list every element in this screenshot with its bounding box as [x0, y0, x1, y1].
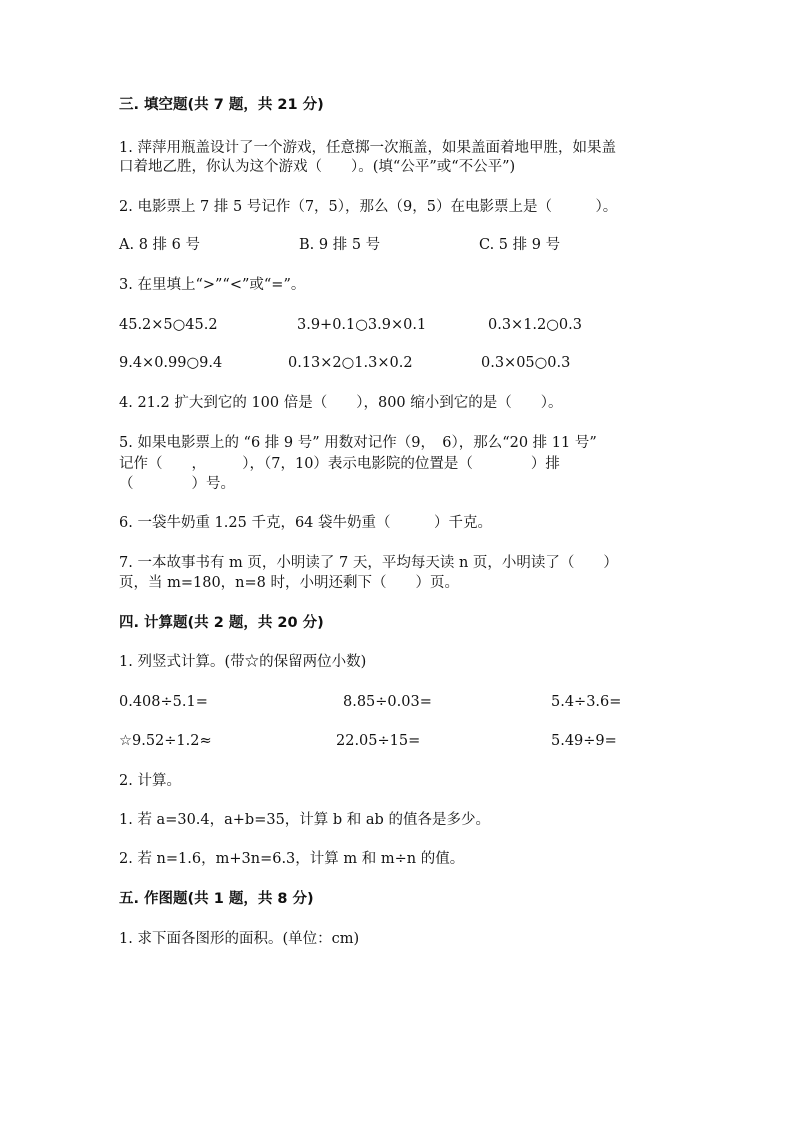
- q4-1-r2-c1: ☆9.52÷1.2≈: [119, 733, 212, 749]
- q4-1-r1-c1: 0.408÷5.1=: [119, 694, 208, 710]
- q3-1-line-1: 1. 萍萍用瓶盖设计了一个游戏，任意掷一次瓶盖，如果盖面着地甲胜，如果盖: [119, 140, 616, 156]
- q4-1-r2-c3: 5.49÷9=: [551, 733, 617, 749]
- q3-3-text: 3. 在里填上“>”“<”或“=”。: [119, 277, 306, 293]
- q4-1-r2-c2: 22.05÷15=: [336, 733, 421, 749]
- section-5-heading: 五. 作图题(共 1 题，共 8 分): [119, 891, 314, 907]
- q3-3-r2-c3: 0.3×05○0.3: [481, 355, 571, 371]
- q3-6-text: 6. 一袋牛奶重 1.25 千克，64 袋牛奶重（ ）千克。: [119, 515, 493, 531]
- q3-1-line-2: 口着地乙胜，你认为这个游戏（ ）。(填“公平”或“不公平”): [119, 159, 516, 175]
- q3-3-r2-c1: 9.4×0.99○9.4: [119, 355, 223, 371]
- q3-7-line-2: 页，当 m=180，n=8 时，小明还剩下（ ）页。: [119, 575, 460, 591]
- q4-1-text: 1. 列竖式计算。(带☆的保留两位小数): [119, 654, 367, 670]
- q4-2-text: 2. 计算。: [119, 773, 181, 789]
- q3-7-line-1: 7. 一本故事书有 m 页，小明读了 7 天，平均每天读 n 页，小明读了（ ）: [119, 555, 618, 571]
- q4-1-r1-c2: 8.85÷0.03=: [343, 694, 432, 710]
- q3-3-r2-c2: 0.13×2○1.3×0.2: [288, 355, 413, 371]
- q5-1-text: 1. 求下面各图形的面积。(单位：cm): [119, 931, 360, 947]
- q3-4-text: 4. 21.2 扩大到它的 100 倍是（ ），800 缩小到它的是（ ）。: [119, 395, 563, 411]
- q3-2-text: 2. 电影票上 7 排 5 号记作（7，5），那么（9，5）在电影票上是（ ）。: [119, 199, 618, 215]
- section-3-heading: 三. 填空题(共 7 题，共 21 分): [119, 97, 324, 113]
- q4-2-sub-1: 1. 若 a=30.4，a+b=35，计算 b 和 ab 的值各是多少。: [119, 812, 490, 828]
- q3-3-r1-c1: 45.2×5○45.2: [119, 317, 218, 333]
- q3-2-option-b: B. 9 排 5 号: [299, 237, 381, 253]
- q4-1-r1-c3: 5.4÷3.6=: [551, 694, 622, 710]
- q3-2-option-c: C. 5 排 9 号: [479, 237, 561, 253]
- q3-2-option-a: A. 8 排 6 号: [119, 237, 200, 253]
- q4-2-sub-2: 2. 若 n=1.6，m+3n=6.3，计算 m 和 m÷n 的值。: [119, 851, 465, 867]
- q3-3-r1-c3: 0.3×1.2○0.3: [488, 317, 582, 333]
- q3-5-line-1: 5. 如果电影票上的 “6 排 9 号” 用数对记作（9， 6），那么“20 排 11 号”: [119, 435, 597, 451]
- section-4-heading: 四. 计算题(共 2 题，共 20 分): [119, 615, 324, 631]
- q3-5-line-3: （ ）号。: [119, 476, 235, 492]
- q3-3-r1-c2: 3.9+0.1○3.9×0.1: [297, 317, 427, 333]
- q3-5-line-2: 记作（ ， ），（7，10）表示电影院的位置是（ ）排: [119, 456, 560, 472]
